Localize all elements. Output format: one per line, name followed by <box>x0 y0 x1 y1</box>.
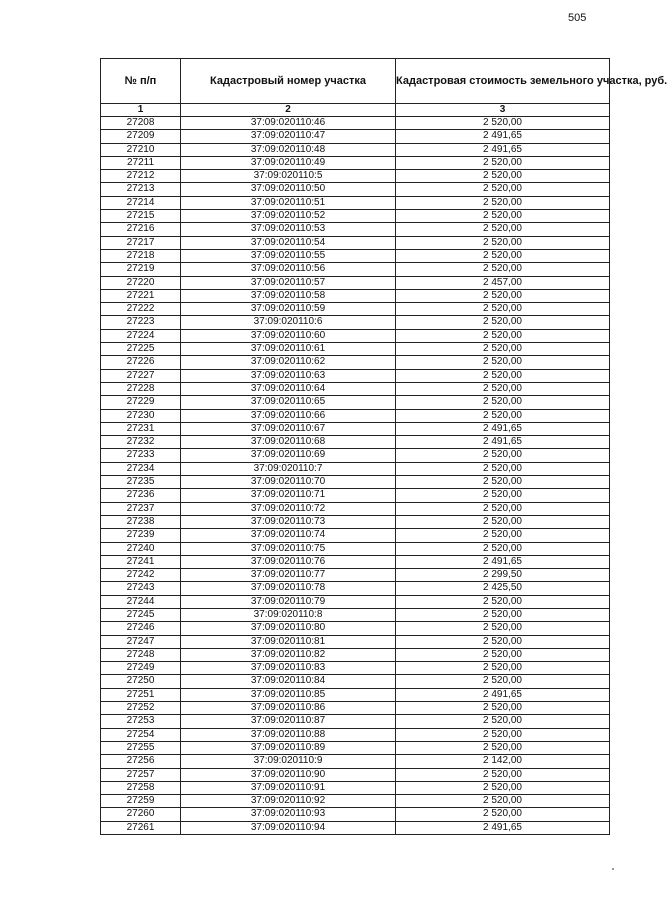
row-number: 27228 <box>101 382 181 395</box>
cadastral-number: 37:09:020110:65 <box>181 396 396 409</box>
cadastral-value: 2 520,00 <box>396 329 610 342</box>
cadastral-value: 2 520,00 <box>396 648 610 661</box>
row-number: 27211 <box>101 156 181 169</box>
table-row <box>101 196 610 209</box>
row-number: 27261 <box>101 821 181 834</box>
cadastral-value: 2 520,00 <box>396 223 610 236</box>
table-row <box>101 529 610 542</box>
cadastral-value: 2 520,00 <box>396 662 610 675</box>
cadastral-number: 37:09:020110:48 <box>181 143 396 156</box>
cadastral-value: 2 457,00 <box>396 276 610 289</box>
table-row <box>101 489 610 502</box>
cadastral-value: 2 520,00 <box>396 702 610 715</box>
cadastral-number: 37:09:020110:62 <box>181 356 396 369</box>
row-number: 27234 <box>101 462 181 475</box>
cadastral-value: 2 520,00 <box>396 768 610 781</box>
table-row <box>101 183 610 196</box>
table-row <box>101 156 610 169</box>
cadastral-number: 37:09:020110:70 <box>181 476 396 489</box>
cadastral-value: 2 520,00 <box>396 502 610 515</box>
cadastral-value: 2 520,00 <box>396 382 610 395</box>
table-row <box>101 409 610 422</box>
table-row <box>101 768 610 781</box>
cadastral-number: 37:09:020110:93 <box>181 808 396 821</box>
table-row <box>101 236 610 249</box>
row-number: 27248 <box>101 648 181 661</box>
cadastral-value: 2 520,00 <box>396 542 610 555</box>
cadastral-number: 37:09:020110:7 <box>181 462 396 475</box>
row-number: 27227 <box>101 369 181 382</box>
row-number: 27235 <box>101 476 181 489</box>
cadastral-value: 2 520,00 <box>396 462 610 475</box>
cadastral-number: 37:09:020110:91 <box>181 781 396 794</box>
table-row <box>101 223 610 236</box>
cadastral-value: 2 520,00 <box>396 795 610 808</box>
cadastral-value: 2 491,65 <box>396 422 610 435</box>
row-number: 27225 <box>101 343 181 356</box>
row-number: 27213 <box>101 183 181 196</box>
cadastral-value: 2 520,00 <box>396 117 610 130</box>
cadastral-value: 2 520,00 <box>396 170 610 183</box>
cadastral-value: 2 520,00 <box>396 675 610 688</box>
cadastral-number: 37:09:020110:47 <box>181 130 396 143</box>
table-row <box>101 276 610 289</box>
row-number: 27239 <box>101 529 181 542</box>
cadastral-number: 37:09:020110:51 <box>181 196 396 209</box>
page-number: 505 <box>568 12 587 24</box>
row-number: 27254 <box>101 728 181 741</box>
cadastral-value: 2 491,65 <box>396 821 610 834</box>
row-number: 27241 <box>101 555 181 568</box>
row-number: 27256 <box>101 755 181 768</box>
cadastral-value: 2 491,65 <box>396 143 610 156</box>
cadastral-value: 2 520,00 <box>396 741 610 754</box>
cadastral-value: 2 491,65 <box>396 555 610 568</box>
cadastral-number: 37:09:020110:58 <box>181 289 396 302</box>
table-row <box>101 502 610 515</box>
table-row <box>101 515 610 528</box>
cadastral-number: 37:09:020110:81 <box>181 635 396 648</box>
cadastral-value: 2 520,00 <box>396 476 610 489</box>
table-row <box>101 755 610 768</box>
cadastral-number: 37:09:020110:8 <box>181 608 396 621</box>
cadastral-value: 2 520,00 <box>396 396 610 409</box>
row-number: 27240 <box>101 542 181 555</box>
table-row <box>101 382 610 395</box>
cadastral-number: 37:09:020110:46 <box>181 117 396 130</box>
cadastral-number: 37:09:020110:86 <box>181 702 396 715</box>
cadastral-number: 37:09:020110:53 <box>181 223 396 236</box>
cadastral-value: 2 520,00 <box>396 608 610 621</box>
cadastral-number: 37:09:020110:75 <box>181 542 396 555</box>
row-number: 27230 <box>101 409 181 422</box>
row-number: 27221 <box>101 289 181 302</box>
table-row <box>101 688 610 701</box>
cadastral-number: 37:09:020110:88 <box>181 728 396 741</box>
cadastral-value: 2 520,00 <box>396 183 610 196</box>
row-number: 27258 <box>101 781 181 794</box>
cadastral-value: 2 520,00 <box>396 635 610 648</box>
table-row <box>101 356 610 369</box>
table-row <box>101 369 610 382</box>
cadastral-number: 37:09:020110:55 <box>181 249 396 262</box>
row-number: 27247 <box>101 635 181 648</box>
table-row <box>101 808 610 821</box>
cadastral-value: 2 425,50 <box>396 582 610 595</box>
cadastral-value: 2 491,65 <box>396 436 610 449</box>
cadastral-value: 2 520,00 <box>396 529 610 542</box>
table-row <box>101 582 610 595</box>
row-number: 27243 <box>101 582 181 595</box>
table-row <box>101 569 610 582</box>
row-number: 27215 <box>101 210 181 223</box>
cadastral-value: 2 520,00 <box>396 449 610 462</box>
cadastral-number: 37:09:020110:82 <box>181 648 396 661</box>
cadastral-value: 2 520,00 <box>396 303 610 316</box>
table-row <box>101 702 610 715</box>
cadastral-number: 37:09:020110:78 <box>181 582 396 595</box>
cadastral-value: 2 520,00 <box>396 289 610 302</box>
cadastral-value: 2 520,00 <box>396 369 610 382</box>
row-number: 27212 <box>101 170 181 183</box>
table-row <box>101 662 610 675</box>
cadastral-value: 2 520,00 <box>396 409 610 422</box>
cadastral-number: 37:09:020110:64 <box>181 382 396 395</box>
table-row <box>101 449 610 462</box>
table-row <box>101 396 610 409</box>
table-row <box>101 795 610 808</box>
row-number: 27244 <box>101 595 181 608</box>
cadastral-value: 2 520,00 <box>396 196 610 209</box>
cadastral-number: 37:09:020110:77 <box>181 569 396 582</box>
index-3: 3 <box>396 104 610 117</box>
row-number: 27219 <box>101 263 181 276</box>
row-number: 27236 <box>101 489 181 502</box>
cadastral-number: 37:09:020110:80 <box>181 622 396 635</box>
cadastral-value: 2 520,00 <box>396 489 610 502</box>
table-row <box>101 436 610 449</box>
cadastral-number: 37:09:020110:74 <box>181 529 396 542</box>
row-number: 27257 <box>101 768 181 781</box>
table-row <box>101 648 610 661</box>
header-number: № п/п <box>101 59 181 104</box>
cadastral-number: 37:09:020110:63 <box>181 369 396 382</box>
cadastral-number: 37:09:020110:52 <box>181 210 396 223</box>
table-row <box>101 542 610 555</box>
row-number: 27246 <box>101 622 181 635</box>
cadastral-value: 2 520,00 <box>396 781 610 794</box>
cadastral-value: 2 520,00 <box>396 515 610 528</box>
cadastral-number: 37:09:020110:9 <box>181 755 396 768</box>
cadastral-number: 37:09:020110:56 <box>181 263 396 276</box>
table-index-row <box>101 104 610 117</box>
cadastral-value: 2 520,00 <box>396 249 610 262</box>
cadastral-value: 2 520,00 <box>396 622 610 635</box>
table-row <box>101 462 610 475</box>
cadastral-number: 37:09:020110:5 <box>181 170 396 183</box>
cadastral-number: 37:09:020110:94 <box>181 821 396 834</box>
row-number: 27218 <box>101 249 181 262</box>
row-number: 27226 <box>101 356 181 369</box>
row-number: 27217 <box>101 236 181 249</box>
cadastral-number: 37:09:020110:69 <box>181 449 396 462</box>
cadastre-table <box>100 58 667 835</box>
row-number: 27220 <box>101 276 181 289</box>
row-number: 27237 <box>101 502 181 515</box>
row-number: 27251 <box>101 688 181 701</box>
row-number: 27209 <box>101 130 181 143</box>
index-1: 1 <box>101 104 181 117</box>
table-row <box>101 303 610 316</box>
row-number: 27222 <box>101 303 181 316</box>
cadastral-number: 37:09:020110:67 <box>181 422 396 435</box>
table-row <box>101 263 610 276</box>
table-row <box>101 622 610 635</box>
cadastral-number: 37:09:020110:57 <box>181 276 396 289</box>
row-number: 27214 <box>101 196 181 209</box>
table-row <box>101 715 610 728</box>
cadastral-value: 2 520,00 <box>396 356 610 369</box>
table-row <box>101 422 610 435</box>
cadastral-value: 2 520,00 <box>396 316 610 329</box>
row-number: 27232 <box>101 436 181 449</box>
row-number: 27210 <box>101 143 181 156</box>
table-row <box>101 143 610 156</box>
row-number: 27260 <box>101 808 181 821</box>
table-row <box>101 170 610 183</box>
row-number: 27231 <box>101 422 181 435</box>
table-row <box>101 608 610 621</box>
table-row <box>101 635 610 648</box>
scan-speck <box>612 868 614 870</box>
row-number: 27223 <box>101 316 181 329</box>
cadastral-value: 2 299,50 <box>396 569 610 582</box>
cadastral-number: 37:09:020110:79 <box>181 595 396 608</box>
row-number: 27253 <box>101 715 181 728</box>
cadastral-number: 37:09:020110:92 <box>181 795 396 808</box>
table-row <box>101 117 610 130</box>
cadastral-value: 2 520,00 <box>396 236 610 249</box>
cadastral-number: 37:09:020110:89 <box>181 741 396 754</box>
cadastral-number: 37:09:020110:59 <box>181 303 396 316</box>
cadastral-number: 37:09:020110:84 <box>181 675 396 688</box>
row-number: 27249 <box>101 662 181 675</box>
cadastral-number: 37:09:020110:85 <box>181 688 396 701</box>
cadastral-number: 37:09:020110:73 <box>181 515 396 528</box>
table-row <box>101 781 610 794</box>
table-row <box>101 476 610 489</box>
cadastral-number: 37:09:020110:83 <box>181 662 396 675</box>
cadastral-number: 37:09:020110:66 <box>181 409 396 422</box>
table-row <box>101 728 610 741</box>
cadastral-value: 2 520,00 <box>396 728 610 741</box>
row-number: 27229 <box>101 396 181 409</box>
cadastral-number: 37:09:020110:68 <box>181 436 396 449</box>
cadastral-number: 37:09:020110:60 <box>181 329 396 342</box>
cadastral-number: 37:09:020110:90 <box>181 768 396 781</box>
table-row <box>101 130 610 143</box>
cadastral-value: 2 520,00 <box>396 156 610 169</box>
row-number: 27252 <box>101 702 181 715</box>
cadastral-value: 2 491,65 <box>396 130 610 143</box>
cadastral-value: 2 491,65 <box>396 688 610 701</box>
row-number: 27250 <box>101 675 181 688</box>
cadastral-value: 2 520,00 <box>396 263 610 276</box>
header-cadastral-number: Кадастровый номер участка <box>181 59 396 104</box>
cadastral-number: 37:09:020110:87 <box>181 715 396 728</box>
row-number: 27259 <box>101 795 181 808</box>
cadastral-value: 2 520,00 <box>396 715 610 728</box>
table-row <box>101 329 610 342</box>
cadastral-number: 37:09:020110:61 <box>181 343 396 356</box>
row-number: 27224 <box>101 329 181 342</box>
cadastral-number: 37:09:020110:72 <box>181 502 396 515</box>
cadastral-number: 37:09:020110:49 <box>181 156 396 169</box>
table-row <box>101 289 610 302</box>
row-number: 27233 <box>101 449 181 462</box>
table-row <box>101 675 610 688</box>
cadastral-number: 37:09:020110:76 <box>181 555 396 568</box>
table-row <box>101 316 610 329</box>
row-number: 27242 <box>101 569 181 582</box>
table-row <box>101 249 610 262</box>
row-number: 27238 <box>101 515 181 528</box>
header-cadastral-value: Кадастровая стоимость земельного участка, руб. <box>396 59 610 104</box>
cadastral-number: 37:09:020110:54 <box>181 236 396 249</box>
table-row <box>101 821 610 834</box>
table-row <box>101 210 610 223</box>
index-2: 2 <box>181 104 396 117</box>
cadastral-value: 2 520,00 <box>396 343 610 356</box>
table-row <box>101 555 610 568</box>
cadastral-value: 2 520,00 <box>396 808 610 821</box>
cadastral-number: 37:09:020110:50 <box>181 183 396 196</box>
table-row <box>101 343 610 356</box>
cadastral-value: 2 520,00 <box>396 210 610 223</box>
cadastral-value: 2 142,00 <box>396 755 610 768</box>
row-number: 27255 <box>101 741 181 754</box>
table-row <box>101 741 610 754</box>
table-row <box>101 595 610 608</box>
cadastral-number: 37:09:020110:71 <box>181 489 396 502</box>
row-number: 27208 <box>101 117 181 130</box>
table-body <box>101 117 610 835</box>
cadastral-number: 37:09:020110:6 <box>181 316 396 329</box>
cadastral-value: 2 520,00 <box>396 595 610 608</box>
row-number: 27216 <box>101 223 181 236</box>
row-number: 27245 <box>101 608 181 621</box>
table-header-row <box>101 59 610 104</box>
